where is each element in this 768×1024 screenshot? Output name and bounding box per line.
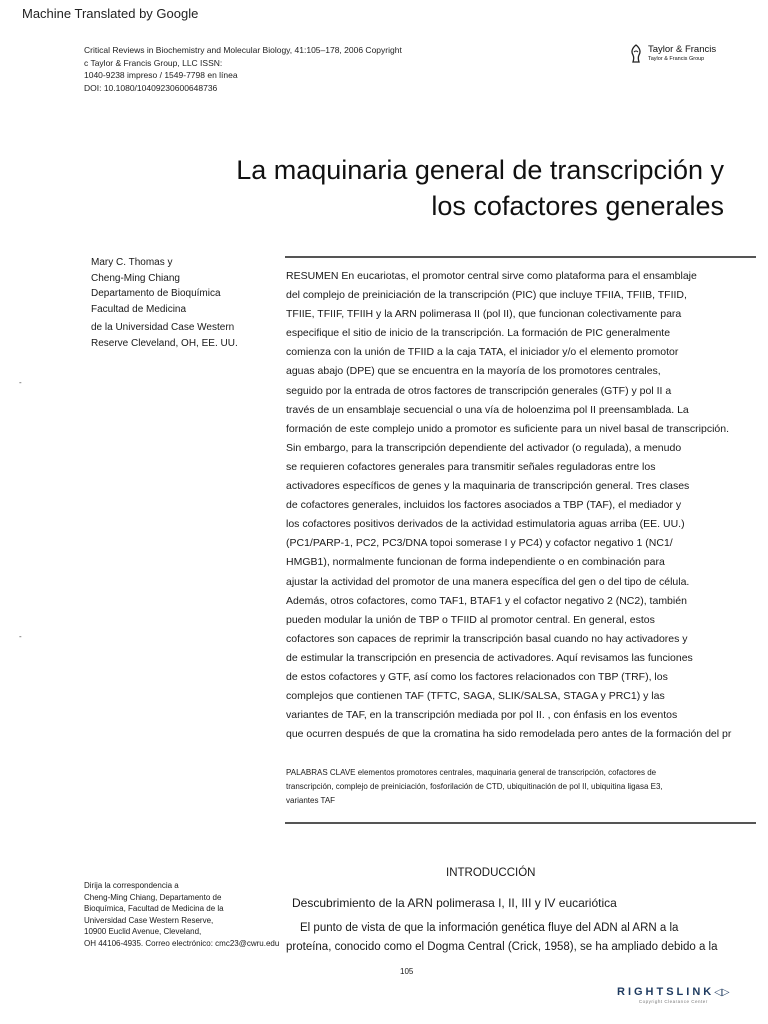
keywords-line: PALABRAS CLAVE elementos promotores centrales, maquinaria general de transcripción, cofactores de <box>286 768 657 777</box>
rightslink-tagline: Copyright Clearance Center <box>638 999 708 1004</box>
citation-line: c Taylor & Francis Group, LLC ISSN: <box>84 57 223 68</box>
correspondence-line: Dirija la correspondencia a <box>84 881 179 890</box>
author-line: Reserve Cleveland, OH, EE. UU. <box>91 337 238 349</box>
abstract-line: activadores específicos de genes y la maquinaria de transcripción general. Tres clases <box>286 480 690 493</box>
correspondence-line: OH 44106-4935. Correo electrónico: cmc23@cwru.edu <box>84 938 280 948</box>
abstract-line: complejos que contienen TAF (TFTC, SAGA, SLIK/SALSA, STAGA y PRC1) y las <box>286 690 665 703</box>
body-line: El punto de vista de que la información genética fluye del ADN al ARN a la <box>300 922 679 934</box>
abstract-line: ajustar la actividad del promotor de una manera específica del gen o del tipo de célula. <box>286 575 690 588</box>
correspondence-line: Universidad Case Western Reserve, <box>84 915 214 925</box>
correspondence-line: 10900 Euclid Avenue, Cleveland, <box>84 927 202 936</box>
title-line: La maquinaria general de transcripción y <box>236 155 724 185</box>
margin-mark: - <box>19 378 22 387</box>
rightslink-logo: RIGHTSLINK <box>617 986 715 998</box>
body-line: proteína, conocido como el Dogma Central (Crick, 1958), se ha ampliado debido a la <box>286 941 718 953</box>
double-chevron-icon: ◁▷ <box>714 987 730 998</box>
keywords-divider <box>285 822 756 824</box>
author-block <box>91 255 271 351</box>
taylor-francis-icon <box>628 44 644 64</box>
keywords-line: transcripción, complejo de preiniciación, fosforilación de CTD, ubiquitinación de pol II, ubiquitina ligasa E3, <box>286 782 663 791</box>
abstract-line: formación de este complejo unido a promotor es suficiente para un nivel basal de transcripción. <box>286 422 729 435</box>
abstract-line: variantes de TAF, en la transcripción mediada por pol II. , con énfasis en los eventos <box>286 709 678 722</box>
publisher-logo <box>628 44 716 64</box>
keywords-line: variantes TAF <box>286 796 336 805</box>
abstract-line: comienza con la unión de TFIID a la caja TATA, el iniciador y/o el elemento promotor <box>286 346 679 359</box>
keywords <box>286 766 756 808</box>
page-number: 105 <box>400 967 414 976</box>
abstract-line: TFIIE, TFIIF, TFIIH y la ARN polimerasa II (pol II), que funcionan colectivamente para <box>286 308 682 321</box>
abstract-line: los cofactores positivos derivados de la actividad estimulatoria aguas arriba (EE. UU.) <box>286 518 685 531</box>
correspondence-line: Cheng-Ming Chiang, Departamento de <box>84 892 222 902</box>
rightslink-badge[interactable] <box>617 986 730 1004</box>
author-line: Cheng-Ming Chiang <box>91 272 180 284</box>
abstract-line: de estimular la transcripción en presencia de activadores. Aquí revisamos las funciones <box>286 651 693 664</box>
publisher-name: Taylor & Francis <box>648 43 717 55</box>
citation-line: 1040-9238 impreso / 1549-7798 en línea <box>84 70 238 80</box>
abstract-line: Además, otros cofactores, como TAF1, BTAF1 y el cofactor negativo 2 (NC2), también <box>286 594 687 607</box>
abstract-line: HMGB1), normalmente funcionan de forma independiente o en combinación para <box>286 556 665 569</box>
machine-translated-banner: Machine Translated by Google <box>22 6 199 21</box>
abstract-line: Sin embargo, para la transcripción dependiente del activador (o regulada), a menudo <box>286 441 682 454</box>
section-heading: INTRODUCCIÓN <box>446 867 536 879</box>
abstract-line: cofactores son capaces de reprimir la transcripción basal cuando no hay activadores y <box>286 632 688 645</box>
abstract-line: RESUMEN En eucariotas, el promotor central sirve como plataforma para el ensamblaje <box>286 270 697 282</box>
citation-line: Critical Reviews in Biochemistry and Molecular Biology, 41:105–178, 2006 Copyright <box>84 45 402 55</box>
abstract-line: aguas abajo (DPE) que se encuentra en la mayoría de los promotores centrales, <box>286 365 661 378</box>
abstract-line: de estos cofactores y GTF, así como los factores relacionados con TBP (TRF), los <box>286 670 668 683</box>
abstract <box>286 267 768 744</box>
abstract-line: del complejo de preiniciación de la transcripción (PIC) que incluye TFIIA, TFIIB, TFIID, <box>286 289 687 302</box>
abstract-line: través de un ensamblaje secuencial o una vía de holoenzima pol II preensamblada. La <box>286 403 689 416</box>
body-paragraph <box>286 919 766 957</box>
margin-mark: - <box>19 632 22 641</box>
author-line: Departamento de Bioquímica <box>91 288 221 299</box>
author-line: Mary C. Thomas y <box>91 257 173 268</box>
paper-title <box>104 152 724 224</box>
abstract-line: de cofactores generales, incluidos los factores asociados a TBP (TAF), el mediador y <box>286 499 682 512</box>
citation-line: DOI: 10.1080/10409230600648736 <box>84 82 218 93</box>
abstract-line: se requieren cofactores generales para transmitir señales reguladoras entre los <box>286 460 656 473</box>
title-line: los cofactores generales <box>431 191 724 221</box>
top-divider <box>285 256 756 258</box>
correspondence-note <box>84 880 294 949</box>
correspondence-line: Bioquímica, Facultad de Medicina de la <box>84 904 224 913</box>
publisher-group: Taylor & Francis Group <box>648 55 705 62</box>
author-line: de la Universidad Case Western <box>91 322 235 333</box>
abstract-line: seguido por la entrada de otros factores de transcripción generales (GTF) y pol II a <box>286 384 672 397</box>
abstract-line: especifique el sitio de inicio de la transcripción. La formación de PIC generalmente <box>286 327 671 340</box>
journal-citation <box>84 44 402 94</box>
abstract-line: que ocurren después de que la cromatina ha sido remodelada pero antes de la formación del pr <box>286 728 732 741</box>
abstract-line: (PC1/PARP-1, PC2, PC3/DNA topoi somerase I y PC4) y cofactor negativo 1 (NC1/ <box>286 537 673 550</box>
subsection-heading: Descubrimiento de la ARN polimerasa I, II, III y IV eucariótica <box>292 896 617 910</box>
author-line: Facultad de Medicina <box>91 303 187 315</box>
abstract-line: pueden modular la unión de TBP o TFIID al promotor central. En general, estos <box>286 613 655 626</box>
